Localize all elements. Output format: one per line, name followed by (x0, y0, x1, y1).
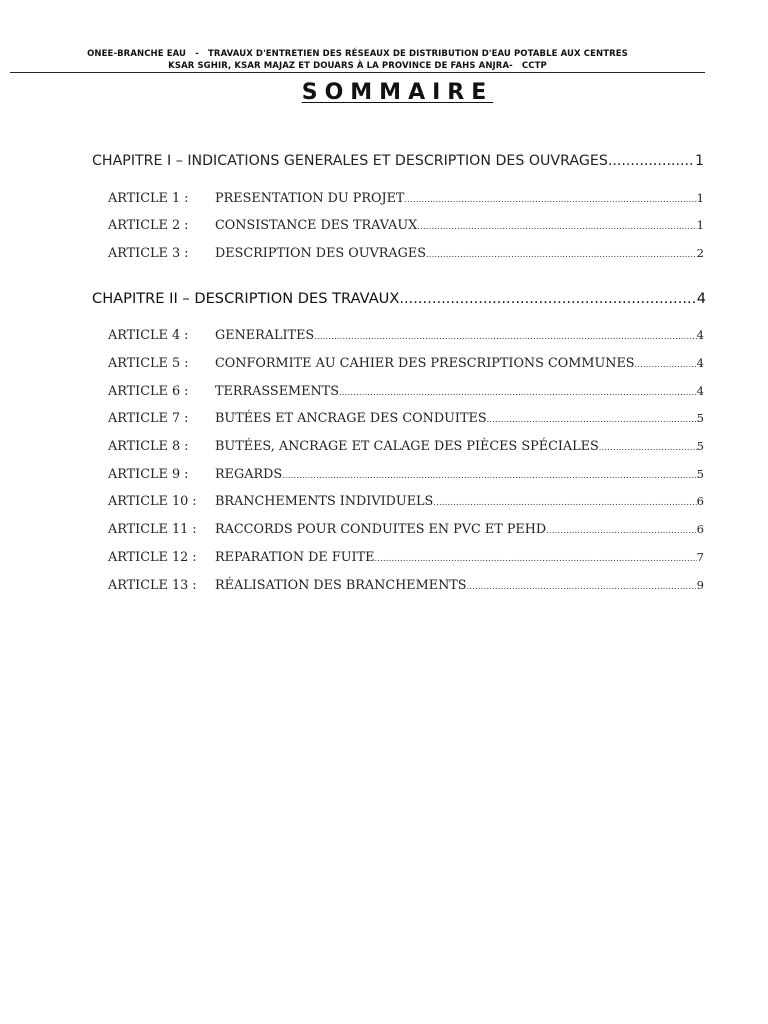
article-page-number: 1 (696, 191, 704, 205)
toc-article-11[interactable] (108, 520, 704, 540)
article-number: ARTICLE 12 : (108, 550, 197, 565)
toc-article-13[interactable] (108, 576, 704, 596)
toc-chapter-1[interactable] (92, 151, 704, 171)
article-number: ARTICLE 10 : (108, 494, 197, 509)
dot-leader (599, 439, 697, 457)
article-number: ARTICLE 8 : (108, 439, 189, 454)
header-divider (10, 72, 705, 73)
article-page-number: 6 (696, 522, 704, 536)
dot-leader (374, 550, 696, 568)
article-page-number: 7 (696, 550, 704, 564)
dot-leader (399, 289, 696, 309)
page-title: SOMMAIRE (301, 80, 494, 105)
chapter-title: CHAPITRE I – INDICATIONS GENERALES ET DESCRIPTION DES OUVRAGES (92, 153, 608, 169)
toc-article-7[interactable] (108, 409, 704, 429)
toc-article-2[interactable] (108, 216, 704, 236)
dot-leader (282, 467, 697, 485)
article-title: PRESENTATION DU PROJET (215, 191, 405, 206)
dot-leader (635, 356, 697, 374)
toc-article-10[interactable] (108, 492, 704, 512)
dot-leader (426, 246, 697, 264)
article-page-number: 4 (696, 384, 704, 398)
dot-leader (404, 191, 696, 209)
dot-leader (433, 494, 696, 512)
chapter-page-number: 1 (694, 153, 704, 169)
article-page-number: 4 (696, 356, 704, 370)
article-title: CONFORMITE AU CAHIER DES PRESCRIPTIONS COMMUNES (215, 356, 635, 371)
dot-leader (467, 578, 697, 596)
article-number: ARTICLE 2 : (108, 218, 189, 233)
article-title: CONSISTANCE DES TRAVAUX (215, 218, 418, 233)
article-page-number: 5 (696, 439, 704, 453)
toc-article-4[interactable] (108, 326, 704, 346)
dot-leader (546, 522, 696, 540)
toc-article-12[interactable] (108, 548, 704, 568)
article-number: ARTICLE 11 : (108, 522, 197, 537)
article-title: REGARDS (215, 467, 283, 482)
toc-article-1[interactable] (108, 189, 704, 209)
article-number: ARTICLE 4 : (108, 328, 189, 343)
article-title: DESCRIPTION DES OUVRAGES (215, 246, 426, 261)
header-line-2: KSAR SGHIR, KSAR MAJAZ ET DOUARS À LA PROVINCE DE FAHS ANJRA- CCTP (168, 61, 547, 71)
article-page-number: 9 (696, 578, 704, 592)
document-header (10, 48, 705, 72)
article-number: ARTICLE 13 : (108, 578, 197, 593)
article-page-number: 4 (696, 328, 704, 342)
dot-leader (487, 411, 697, 429)
article-page-number: 2 (696, 246, 704, 260)
article-number: ARTICLE 9 : (108, 467, 189, 482)
article-number: ARTICLE 7 : (108, 411, 189, 426)
toc-chapter-2[interactable] (92, 289, 706, 309)
article-title: REPARATION DE FUITE (215, 550, 375, 565)
toc-article-3[interactable] (108, 244, 704, 264)
article-page-number: 6 (696, 494, 704, 508)
toc-article-8[interactable] (108, 437, 704, 457)
article-number: ARTICLE 5 : (108, 356, 189, 371)
toc-article-5[interactable] (108, 354, 704, 374)
article-title: RÉALISATION DES BRANCHEMENTS (215, 578, 467, 593)
article-title: RACCORDS POUR CONDUITES EN PVC ET PEHD (215, 522, 547, 537)
chapter-page-number: 4 (696, 290, 706, 307)
header-line-1: ONEE-BRANCHE EAU - TRAVAUX D'ENTRETIEN DES RÉSEAUX DE DISTRIBUTION D'EAU POTABLE AUX CENTRES (87, 49, 628, 59)
article-title: BUTÉES, ANCRAGE ET CALAGE DES PIÈCES SPÉCIALES (215, 439, 599, 454)
dot-leader (339, 384, 697, 402)
article-page-number: 5 (696, 411, 704, 425)
article-page-number: 1 (696, 218, 704, 232)
article-number: ARTICLE 6 : (108, 384, 189, 399)
article-number: ARTICLE 1 : (108, 191, 189, 206)
article-number: ARTICLE 3 : (108, 246, 189, 261)
dot-leader (417, 218, 696, 236)
toc-article-6[interactable] (108, 382, 704, 402)
chapter-title: CHAPITRE II – DESCRIPTION DES TRAVAUX (92, 290, 400, 307)
dot-leader (608, 151, 695, 171)
article-page-number: 5 (696, 467, 704, 481)
article-title: GENERALITES (215, 328, 315, 343)
dot-leader (314, 328, 696, 346)
article-title: BUTÉES ET ANCRAGE DES CONDUITES (215, 411, 487, 426)
article-title: TERRASSEMENTS (215, 384, 339, 399)
article-title: BRANCHEMENTS INDIVIDUELS (215, 494, 434, 509)
toc-article-9[interactable] (108, 465, 704, 485)
